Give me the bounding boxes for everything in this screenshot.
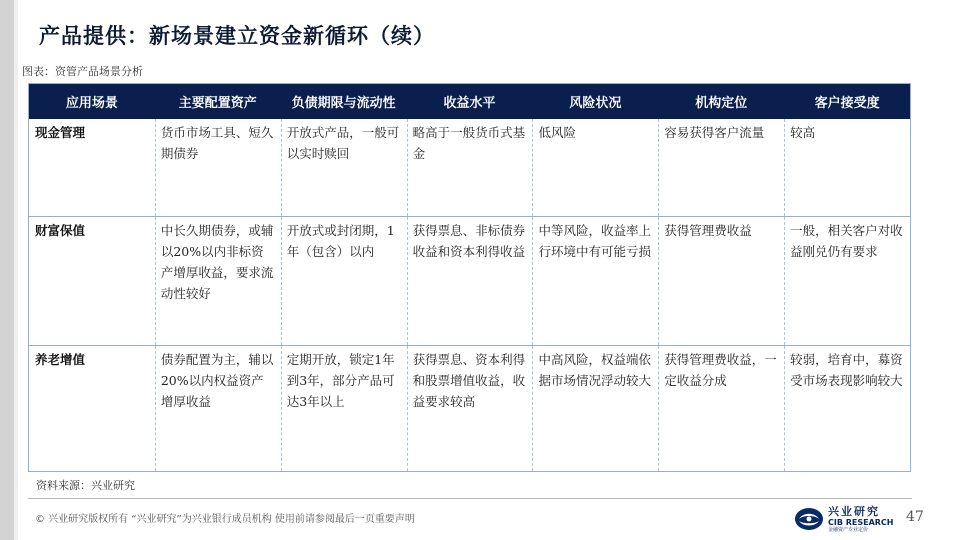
table-row xyxy=(29,119,910,217)
page-title: 产品提供：新场景建立资金新循环（续） xyxy=(39,24,435,48)
header-positioning: 机构定位 xyxy=(695,96,748,111)
header-scenario: 应用场景 xyxy=(65,96,118,111)
row-cell: 开放式产品，一般可以实时赎回 xyxy=(282,119,408,216)
header-risk: 风险状况 xyxy=(569,96,622,111)
logo-tagline: 金融资产专业定价 xyxy=(828,526,869,533)
logo-text xyxy=(828,506,894,533)
row-cell: 现金管理 xyxy=(29,119,156,216)
row-cell: 财富保值 xyxy=(29,217,156,345)
header-acceptance: 客户接受度 xyxy=(814,96,880,111)
row-cell: 低风险 xyxy=(533,119,659,216)
row-cell: 中高风险，权益端依据市场情况浮动较大 xyxy=(533,346,659,471)
logo-cn: 兴业研究 xyxy=(828,504,880,518)
row-cell: 获得管理费收益 xyxy=(659,217,785,345)
row-cell: 中等风险，收益率上行环境中有可能亏损 xyxy=(533,217,659,345)
cib-research-logo xyxy=(794,503,894,535)
row-cell: 较高 xyxy=(790,125,816,140)
row-cell: 容易获得客户流量 xyxy=(659,119,785,216)
table-row xyxy=(29,346,910,471)
source-note: 资料来源：兴业研究 xyxy=(36,479,135,492)
header-liability-liquidity: 负债期限与流动性 xyxy=(291,96,396,111)
left-bar-shadow xyxy=(14,0,18,540)
header-assets: 主要配置资产 xyxy=(178,96,257,111)
row-cell: 获得票息、非标债券收益和资本利得收益 xyxy=(408,217,534,345)
row-cell: 货币市场工具、短久期债券 xyxy=(156,119,282,216)
analysis-table xyxy=(28,83,911,472)
row-cell: 中长久期债券，或辅以20%以内非标资产增厚收益，要求流动性较好 xyxy=(156,217,282,345)
row-cell: 开放式或封闭期，1年（包含）以内 xyxy=(282,217,408,345)
copyright-notice: © 兴业研究版权所有 “兴业研究”为兴业银行成员机构 使用前请参阅最后一页重要声明 xyxy=(35,514,415,525)
cib-logo-icon xyxy=(794,506,824,532)
row-cell: 养老增值 xyxy=(29,346,156,471)
logo-en: CIB RESEARCH xyxy=(828,517,894,527)
row-cell: 较弱，培育中，募资受市场表现影响较大 xyxy=(790,352,903,388)
table-header-row xyxy=(29,84,910,119)
row-cell: 获得管理费收益，一定收益分成 xyxy=(659,346,785,471)
footer-divider xyxy=(28,498,912,499)
row-cell: 一般，相关客户对收益刚兑仍有要求 xyxy=(790,223,903,259)
row-cell: 债券配置为主，辅以20%以内权益资产增厚收益 xyxy=(156,346,282,471)
figure-caption: 图表：资管产品场景分析 xyxy=(22,65,143,78)
row-cell: 获得票息、资本利得和股票增值收益，收益要求较高 xyxy=(408,346,534,471)
header-return-level: 收益水平 xyxy=(443,96,496,111)
row-cell: 略高于一般货币式基金 xyxy=(408,119,534,216)
page-number: 47 xyxy=(906,509,924,525)
table-row xyxy=(29,217,910,346)
row-cell: 定期开放，锁定1年到3年，部分产品可达3年以上 xyxy=(282,346,408,471)
left-decorative-bar xyxy=(0,0,14,540)
